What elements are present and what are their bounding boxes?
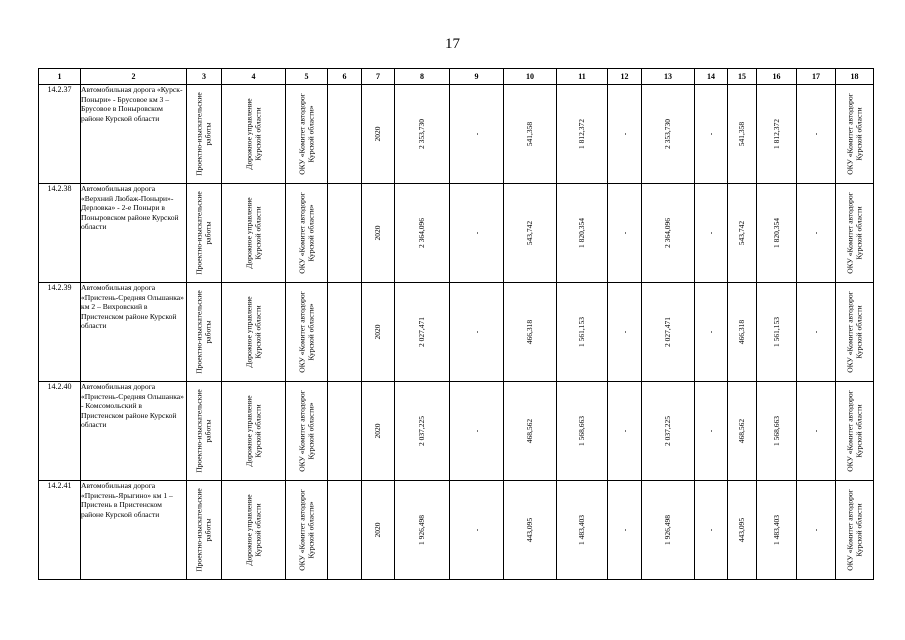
header-row	[39, 69, 874, 85]
cell-12: -	[619, 231, 629, 235]
row-number: 14.2.37	[39, 85, 81, 184]
col-header-8: 8	[395, 69, 450, 85]
col-header-2: 2	[81, 69, 187, 85]
col-header-4: 4	[222, 69, 286, 85]
col-header-5: 5	[286, 69, 328, 85]
cell-13: 2 027,471	[662, 317, 672, 347]
cell-15: 541,358	[736, 121, 746, 147]
cell-9: -	[471, 528, 481, 532]
table-row	[39, 184, 874, 283]
col-header-9: 9	[450, 69, 504, 85]
cell-11: 1 568,663	[576, 416, 586, 446]
year: 2020	[372, 225, 382, 241]
cell-13: 1 926,498	[662, 515, 672, 545]
customer: Дорожное управление Курской области	[244, 98, 262, 170]
cell-11: 1 812,372	[576, 119, 586, 149]
work-type: Проектно-изыскательские работы	[194, 488, 212, 572]
year: 2020	[372, 522, 382, 538]
col-header-16: 16	[757, 69, 797, 85]
year: 2020	[372, 423, 382, 439]
customer: Дорожное управление Курской области	[244, 296, 262, 368]
cell-18: ОКУ «Комитет автодорог Курской области	[845, 93, 863, 175]
cell-12: -	[619, 132, 629, 136]
col-header-13: 13	[642, 69, 695, 85]
table-row	[39, 481, 874, 580]
col-header-10: 10	[504, 69, 557, 85]
cell-11: 1 820,354	[576, 218, 586, 248]
cell-18: ОКУ «Комитет автодорог Курской области	[845, 489, 863, 571]
cell-18: ОКУ «Комитет автодорог Курской области	[845, 192, 863, 274]
cell-12: -	[619, 330, 629, 334]
col-header-12: 12	[608, 69, 642, 85]
cell-9: -	[471, 429, 481, 433]
executor: ОКУ «Комитет автодорог Курской области»	[297, 489, 315, 571]
cell-9: -	[471, 231, 481, 235]
cell-17: -	[810, 528, 820, 532]
cell-9: -	[471, 132, 481, 136]
cell-8: 2 353,730	[416, 119, 426, 149]
cell-15: 443,095	[736, 517, 746, 543]
table-row	[39, 382, 874, 481]
customer: Дорожное управление Курской области	[244, 197, 262, 269]
col-header-6: 6	[328, 69, 362, 85]
row-number: 14.2.39	[39, 283, 81, 382]
cell-16: 1 568,663	[771, 416, 781, 446]
executor: ОКУ «Комитет автодорог Курской области»	[297, 93, 315, 175]
cell-11: 1 483,403	[576, 515, 586, 545]
col-header-7: 7	[362, 69, 395, 85]
cell-14: -	[705, 330, 715, 334]
col-header-1: 1	[39, 69, 81, 85]
row-number: 14.2.40	[39, 382, 81, 481]
cell-14: -	[705, 132, 715, 136]
cell-14: -	[705, 528, 715, 532]
cell-8: 2 037,225	[416, 416, 426, 446]
road-name: Автомобильная дорога «Курск-Поныри» - Брусовое км 3 – Брусовое в Поныровском районе Курской области	[81, 85, 187, 184]
col-header-15: 15	[728, 69, 757, 85]
cell-9: -	[471, 330, 481, 334]
cell-12: -	[619, 528, 629, 532]
year: 2020	[372, 126, 382, 142]
road-name: Автомобильная дорога «Пристень-Средняя Ольшанка» - Комсомольский в Пристенском районе Курской области	[81, 382, 187, 481]
cell-15: 468,562	[736, 418, 746, 444]
cell-10: 541,358	[524, 121, 534, 147]
work-type: Проектно-изыскательские работы	[194, 389, 212, 473]
work-type: Проектно-изыскательские работы	[194, 92, 212, 176]
cell-8: 2 364,096	[416, 218, 426, 248]
work-type: Проектно-изыскательские работы	[194, 290, 212, 374]
table-row	[39, 283, 874, 382]
cell-17: -	[810, 330, 820, 334]
cell-14: -	[705, 429, 715, 433]
table-row	[39, 85, 874, 184]
cell-10: 443,095	[524, 517, 534, 543]
cell-8: 1 926,498	[416, 515, 426, 545]
cell-16: 1 483,403	[771, 515, 781, 545]
cell-14: -	[705, 231, 715, 235]
page-number: 17	[445, 36, 460, 52]
cell-11: 1 561,153	[576, 317, 586, 347]
cell-16: 1 820,354	[771, 218, 781, 248]
cell-16: 1 561,153	[771, 317, 781, 347]
cell-8: 2 027,471	[416, 317, 426, 347]
row-number: 14.2.41	[39, 481, 81, 580]
work-type: Проектно-изыскательские работы	[194, 191, 212, 275]
cell-18: ОКУ «Комитет автодорог Курской области	[845, 291, 863, 373]
cell-13: 2 353,730	[662, 119, 672, 149]
executor: ОКУ «Комитет автодорог Курской области»	[297, 390, 315, 472]
cell-10: 543,742	[524, 220, 534, 246]
cell-12: -	[619, 429, 629, 433]
road-name: Автомобильная дорога «Верхний Любаж-Поныри»-Дерловка» - 2-е Поныри в Поныровском районе Курской области	[81, 184, 187, 283]
cell-16: 1 812,372	[771, 119, 781, 149]
cell-10: 466,318	[524, 319, 534, 345]
executor: ОКУ «Комитет автодорог Курской области»	[297, 192, 315, 274]
cell-15: 466,318	[736, 319, 746, 345]
cell-10: 468,562	[524, 418, 534, 444]
year: 2020	[372, 324, 382, 340]
customer: Дорожное управление Курской области	[244, 395, 262, 467]
col-header-17: 17	[797, 69, 836, 85]
col-header-11: 11	[557, 69, 608, 85]
col-header-18: 18	[836, 69, 874, 85]
cell-18: ОКУ «Комитет автодорог Курской области	[845, 390, 863, 472]
customer: Дорожное управление Курской области	[244, 494, 262, 566]
col-header-14: 14	[695, 69, 728, 85]
cell-15: 543,742	[736, 220, 746, 246]
cell-17: -	[810, 132, 820, 136]
cell-17: -	[810, 429, 820, 433]
executor: ОКУ «Комитет автодорог Курской области»	[297, 291, 315, 373]
cell-13: 2 364,096	[662, 218, 672, 248]
road-name: Автомобильная дорога «Пристень-Средняя Ольшанка» км 2 – Вихровский в Пристенском районе Курской области	[81, 283, 187, 382]
col-header-3: 3	[187, 69, 222, 85]
budget-table	[38, 68, 874, 580]
cell-13: 2 037,225	[662, 416, 672, 446]
cell-17: -	[810, 231, 820, 235]
road-name: Автомобильная дорога «Пристень-Ярыгино» км 1 – Пристень в Пристенском районе Курской области	[81, 481, 187, 580]
row-number: 14.2.38	[39, 184, 81, 283]
